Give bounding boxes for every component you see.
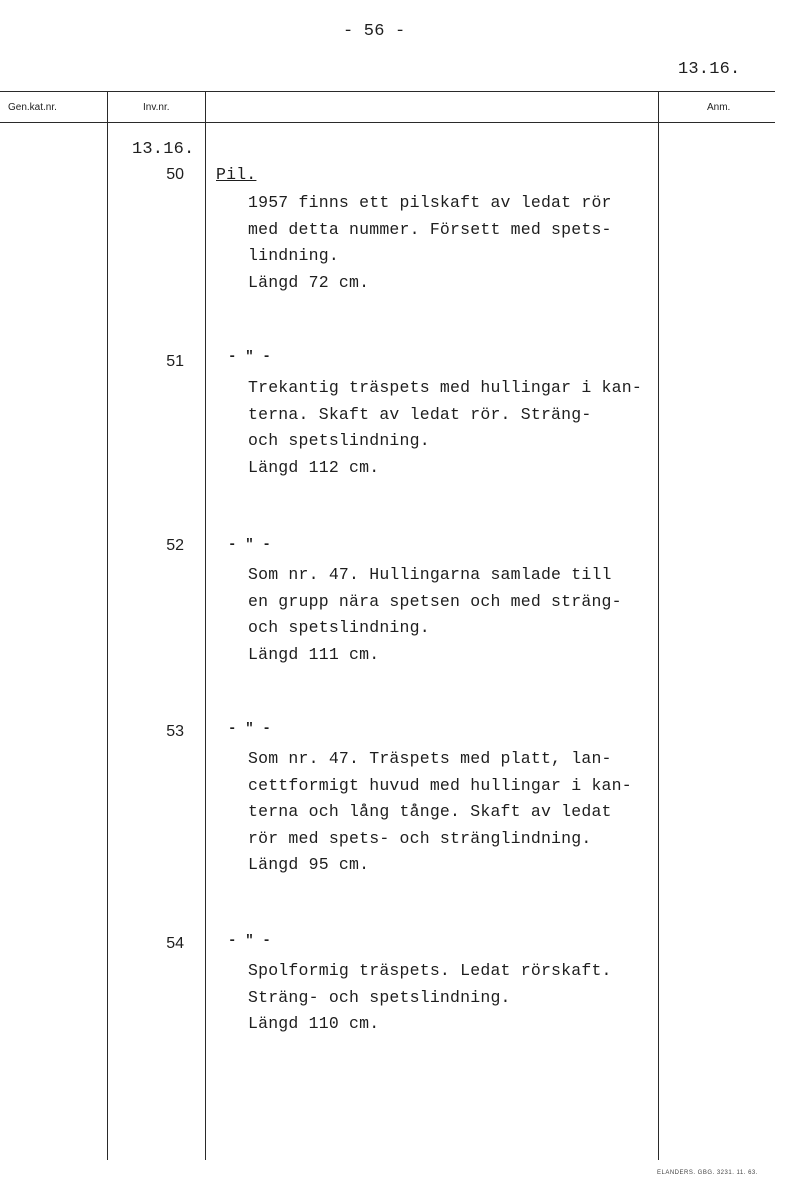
divider-text-anm xyxy=(658,91,659,1160)
entry-line: Längd 111 cm. xyxy=(248,644,380,664)
entry-line: cettformigt huvud med hullingar i kan- xyxy=(248,775,632,795)
entry-line: Sträng- och spetslindning. xyxy=(248,987,511,1007)
ditto-mark: - " - xyxy=(228,349,272,365)
entry-description xyxy=(248,958,612,1038)
entry-line: 1957 finns ett pilskaft av ledat rör xyxy=(248,193,612,212)
entry-line: en grupp nära spetsen och med sträng- xyxy=(248,591,622,611)
group-reference: 13.16. xyxy=(132,140,195,159)
entry-description xyxy=(248,562,622,668)
corner-reference: 13.16. xyxy=(678,60,741,79)
column-header-inv-nr: Inv.nr. xyxy=(143,102,170,113)
entry-line: Trekantig träspets med hullingar i kan- xyxy=(248,378,642,397)
column-header-gen-kat-nr: Gen.kat.nr. xyxy=(8,102,57,113)
entry-description xyxy=(248,375,642,481)
entry-title: Pil. xyxy=(216,165,257,184)
entry-line: Längd 112 cm. xyxy=(248,457,380,477)
divider-genkat-inv xyxy=(107,91,108,1160)
ditto-mark: - " - xyxy=(228,721,272,737)
entry-line: terna och lång tånge. Skaft av ledat xyxy=(248,802,612,821)
inv-number: 51 xyxy=(166,353,184,370)
entry-line: med detta nummer. Försett med spets- xyxy=(248,219,612,239)
column-header-anm: Anm. xyxy=(707,102,731,113)
entry-line: terna. Skaft av ledat rör. Sträng- xyxy=(248,404,592,424)
ditto-mark: - " - xyxy=(228,933,272,949)
entry-line: Längd 110 cm. xyxy=(248,1014,380,1033)
entry-line: rör med spets- och stränglindning. xyxy=(248,828,592,848)
printer-imprint: ELANDERS. GBG. 3231. 11. 63. xyxy=(657,1170,758,1176)
page-number: - 56 - xyxy=(343,22,406,41)
inv-number: 54 xyxy=(166,935,184,952)
entry-line: Längd 72 cm. xyxy=(248,272,370,292)
divider-inv-text xyxy=(205,91,206,1160)
entry-line: Spolformig träspets. Ledat rörskaft. xyxy=(248,961,612,980)
entry-line: Som nr. 47. Träspets med platt, lan- xyxy=(248,749,612,768)
ditto-mark: - " - xyxy=(228,537,272,553)
entry-description xyxy=(248,190,612,296)
entry-line: och spetslindning. xyxy=(248,618,430,637)
inv-number: 52 xyxy=(166,537,184,554)
inv-number: 53 xyxy=(166,723,184,740)
inv-number: 50 xyxy=(166,166,184,183)
entry-line: Längd 95 cm. xyxy=(248,855,370,874)
entry-line: Som nr. 47. Hullingarna samlade till xyxy=(248,565,612,584)
entry-line: lindning. xyxy=(248,246,339,265)
entry-line: och spetslindning. xyxy=(248,431,430,450)
entry-description xyxy=(248,746,632,879)
